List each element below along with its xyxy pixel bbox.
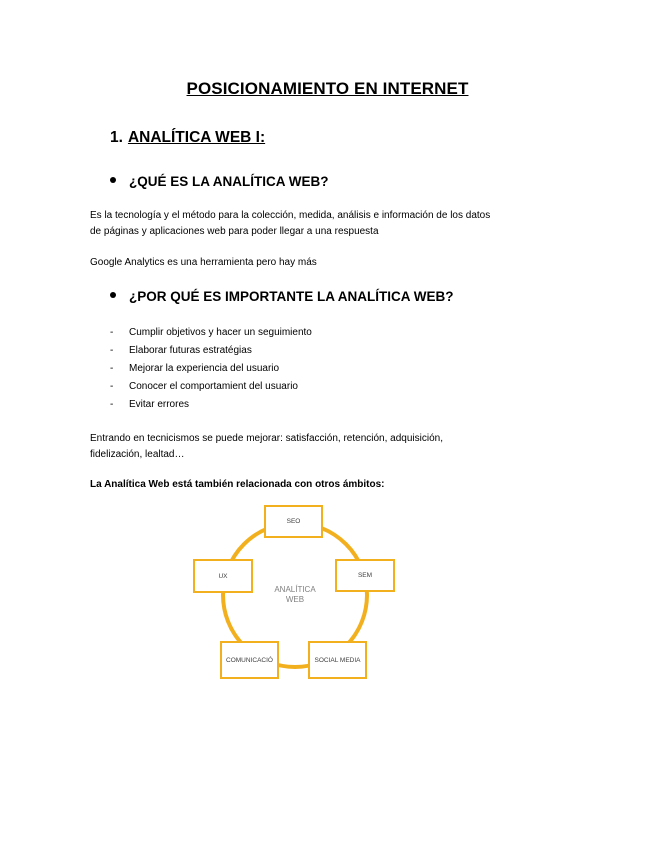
diagram-node-ux: UX	[193, 559, 253, 593]
list-item-text: Conocer el comportamient del usuario	[129, 381, 298, 392]
analytics-cycle-diagram	[190, 503, 400, 683]
improvement-paragraph	[90, 431, 570, 463]
diagram-node-social-media: SOCIAL MEDIA	[308, 641, 367, 679]
diagram-node-sem: SEM	[335, 559, 395, 592]
dash-marker: -	[110, 327, 114, 338]
list-item-text: Evitar errores	[129, 399, 190, 410]
list-item-text: Elaborar futuras estratégias	[129, 345, 252, 356]
center-label-line-2: WEB	[285, 595, 305, 604]
list-item-text: Mejorar la experiencia del usuario	[129, 363, 280, 374]
improvement-line-1: Entrando en tecnicismos se puede mejorar: satisfacción, retención, adquisición,	[90, 433, 443, 444]
list-item	[110, 378, 312, 396]
related-fields-label: La Analítica Web está también relacionada con otros ámbitos:	[90, 479, 385, 490]
section-heading	[110, 129, 265, 147]
dash-marker: -	[110, 345, 114, 356]
definition-paragraph	[90, 208, 570, 240]
section-title: ANALÍTICA WEB I:	[127, 129, 266, 146]
bullet-icon	[110, 177, 116, 183]
question-heading-why-text: ¿POR QUÉ ES IMPORTANTE LA ANALÍTICA WEB?	[129, 289, 454, 304]
analytics-note: Google Analytics es una herramienta pero hay más	[90, 257, 317, 268]
reasons-list	[110, 324, 312, 414]
center-label-line-1: ANALÍTICA	[274, 585, 316, 594]
dash-marker: -	[110, 363, 114, 374]
dash-marker: -	[110, 381, 114, 392]
list-item-text: Cumplir objetivos y hacer un seguimiento	[129, 327, 312, 338]
diagram-node-seo: SEO	[264, 505, 323, 538]
section-number: 1.	[110, 129, 123, 146]
question-heading-why	[110, 289, 454, 304]
diagram-node-comunicacio: COMUNICACIÓ	[220, 641, 279, 679]
list-item	[110, 360, 312, 378]
definition-line-2: de páginas y aplicaciones web para poder llegar a una respuesta	[90, 226, 379, 237]
definition-line-1: Es la tecnología y el método para la colección, medida, análisis e información de los datos	[90, 210, 491, 221]
list-item	[110, 342, 312, 360]
list-item	[110, 396, 312, 414]
list-item	[110, 324, 312, 342]
improvement-line-2: fidelización, lealtad…	[90, 449, 185, 460]
question-heading-what	[110, 174, 329, 189]
bullet-icon	[110, 292, 116, 298]
document-title: POSICIONAMIENTO EN INTERNET	[186, 79, 469, 98]
dash-marker: -	[110, 399, 114, 410]
question-heading-what-text: ¿QUÉ ES LA ANALÍTICA WEB?	[129, 174, 329, 189]
diagram-center-label	[260, 585, 330, 605]
